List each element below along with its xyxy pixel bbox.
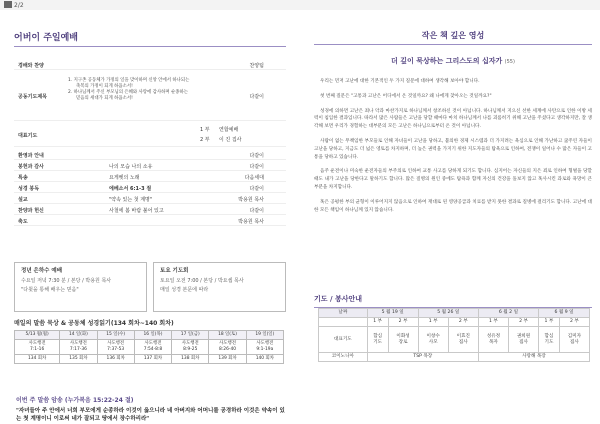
book-title: 더 깊이 묵상하는 그리스도의 십자가 (55)	[391, 57, 515, 65]
left-column	[14, 14, 286, 422]
worship-row-offering: 봉헌과 감사 나의 모습 나의 소유 다같이	[14, 162, 286, 171]
reading-title: 매일의 말씀 묵상 & 공동체 성경읽기(134 회차~140 회차)	[14, 320, 174, 327]
reading-rounds-row: 134 회차 135 회차 136 회차 137 회차 138 회차 139 회차 140 회차	[15, 355, 284, 364]
worship-row-welcome: 환영과 안내 다같이	[14, 151, 286, 160]
duty-cafe-row: 코이노니아 TSP 목장 사랑해 목장	[319, 353, 590, 362]
saturday-box: 토요 기도회 토요일 오전 7:00 / 본당 / 박요셉 목사 매일 성경 본문에 따라	[153, 262, 286, 312]
worship-row-special: 특송 요게벳의 노래 다음세대	[14, 173, 286, 182]
worship-row-prayer: 공동기도제목 1. 지구촌 공동체가 가정의 일을 맞이하며 신앙 안에서 하나되는 축복의 가정이 되게 하옵소서! 2. 하나님께서 주신 부모님의 은혜와 사랑에 감사하며 순종하는 믿음의 세대가 되게 하옵소서! 다같이	[14, 73, 286, 121]
worship-title: 어버이 주일예배	[14, 30, 286, 47]
page-icon	[4, 1, 12, 8]
duty-table	[318, 308, 590, 362]
duty-parts-row: 1 부 2 부 1 부 2 부 1 부 2 부 1 부 2 부	[319, 318, 590, 327]
duty-rep-row: 대표기도 합심 기도 이화성 장로 이창수 사모 이효진 집사 성유정 목자 권희원 집사 합심 기도 김미자 집사	[319, 327, 590, 353]
reading-table	[14, 330, 284, 364]
duty-title: 기도 / 봉사안내	[314, 294, 592, 308]
book-body: 우리는 먼저 고난에 대한 기본적인 두 가지 질문에 대하여 생각해 보아야 합니다. 첫 번째 질문은 "고통과 고난은 어디에서 온 것일까요? 왜 나에게 찾아오는 것일까요?" 성경에 의하면 고난은 죄나 악과 마찬가지로 하나님께서 창조하신 것이 아닙니다. 하나님께서 지으신 선한 세계에 사탄으로 인한 이방 세력이 침입한 결과입니다. 따라서 많은 사람들은 고난을 당할 때마다 마치 하나님께서 나를 괴롭히기 위해 고난을 주셨다고 생각하지만, 잘 생각해 보면 우리가 경험하는 대부분의 모든 고난은 하나님으로부터 온 것이 아닙니다. 사람이 없는 무책임한 부모들로 인해 자녀들이 고난을 당하고, 불의한 경제 시스템과 더 가지려는 욕심으로 인해 가난하고 굶주린 자들이 고난을 당하고, 지금도 더 넓은 영토를 차지하며, 더 높은 권력을 가지기 위한 지도자들의 탐욕으로 인하여, 전쟁이 일어나 수 많은 자들이 고통을 당하고 있습니다. 음주 운전이나 미숙한 운전자들의 부주의로 인하여 교통 사고를 당하게 되기도 합니다. 심지어는 자신들의 지은 죄로 인하여 형벌을 당할 때도 내가 고난을 당한다고 말하기도 합니다. 많은 질병의 원인 중에도 탐욕과 함께 자신의 건강을 돌보지 않고 혹사시킨 과로와 욕망이 큰 부분을 차지합니다. 혹은 공평한 부의 균형이 이루어지지 않음으로 인하여 재대로 된 영양공급과 치료를 받지 못한 결과로 질병에 걸리기도 합니다. 고난에 대한 모든 책임이 하나님께 있지 않습니다.	[314, 79, 592, 213]
worship-row-benediction: 축도 박용원 목사	[14, 217, 286, 226]
worship-row-praise: 경배와 찬양 찬양팀	[14, 61, 286, 70]
prayer-items: 1. 지구촌 공동체가 가정의 일을 맞이하며 신앙 안에서 하나되는 축복의 가정이 되게 하옵소서! 2. 하나님께서 주신 부모님의 은혜와 사랑에 감사하며 순종하는 믿음의 세대가 되게 하옵소서!	[68, 78, 190, 101]
book-section-title: 작은 책 깊은 영성	[314, 30, 592, 45]
top-strip	[0, 0, 600, 10]
page-number: 2/2	[4, 1, 24, 9]
wednesday-box: 정년 은하수 예배 수요일 저녁 7:30 분 / 본당 / 박용원 목사 "다윗을 통해 배우는 믿음"	[14, 262, 147, 312]
right-column	[314, 14, 592, 221]
duty-dates-row: 날짜 5 월 19 일 5 월 26 일 6 월 2 일 6 월 9 일	[319, 309, 590, 318]
worship-row-rep-prayer: 대표기도 1 부 연합예배 2 부 이 진 집사	[14, 125, 286, 147]
reading-books-row: 사도행전 7:1-16 사도행전 7:17-36 사도행전 7:37-53 사도행전 7:54-8:8 사도행전 8:9-25 사도행전 8:26-40 사도행전 9:1-19a	[15, 340, 284, 355]
reading-days-row: 5/13 월(월) 14 일(화) 15 일(수) 16 일(목) 17 일(금) 18 일(토) 19 일(일)	[15, 331, 284, 340]
worship-row-scripture: 성경 봉독 에베소서 6:1-3 절 다같이	[14, 184, 286, 193]
worship-row-sermon: 설교 "약속 있는 첫 계명" 박용원 목사	[14, 195, 286, 204]
memory-verse-title: 이번 주 말씀 암송 (누가복음 15:22-24 절)	[16, 397, 134, 404]
worship-row-response: 찬양과 헌신 사철에 봄 바람 불어 있고 다같이	[14, 206, 286, 215]
event-boxes	[14, 262, 286, 312]
memory-verse-text: "자녀들아 주 안에서 너희 부모에게 순종하라 이것이 옳으니라 네 아버지와 어머니를 공경하라 이것은 약속이 있는 첫 계명이니 이로써 네가 잘되고 땅에서 장수하리라"	[16, 408, 285, 422]
